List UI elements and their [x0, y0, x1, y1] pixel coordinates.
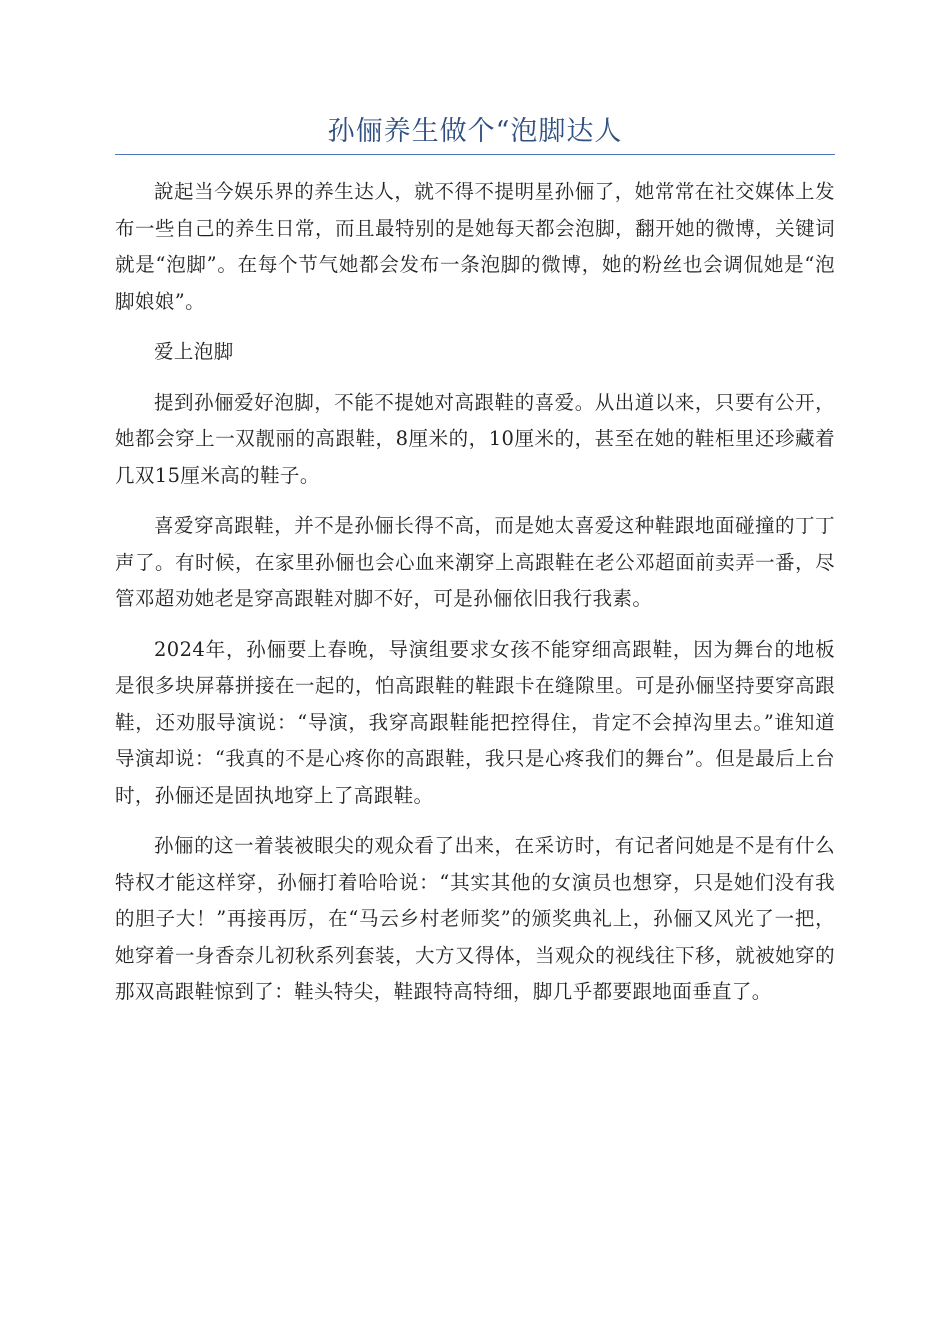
document-body — [115, 174, 835, 1025]
paragraph-love-heels: 喜爱穿高跟鞋，并不是孙俪长得不高，而是她太喜爱这种鞋跟地面碰撞的丁丁声了。有时候，在家里孙俪也会心血来潮穿上高跟鞋在老公邓超面前卖弄一番，尽管邓超劝她老是穿高跟鞋对脚不好，可是孙俪依旧我行我素。 — [115, 514, 835, 610]
paragraph-interview: 孙俪的这一着装被眼尖的观众看了出来，在采访时，有记者问她是不是有什么特权才能这样穿，孙俪打着哈哈说：“其实其他的女演员也想穿，只是她们没有我的胆子大！”再接再厉，在“马云乡村老师奖”的颁奖典礼上，孙俪又风光了一把，她穿着一身香奈儿初秋系列套装，大方又得体，当观众的视线往下移，就被她穿的那双高跟鞋惊到了：鞋头特尖，鞋跟特高特细，脚几乎都要跟地面垂直了。 — [115, 834, 835, 1003]
paragraph-spring-gala: 2024年，孙俪要上春晚，导演组要求女孩不能穿细高跟鞋，因为舞台的地板是很多块屏幕拼接在一起的，怕高跟鞋的鞋跟卡在缝隙里。可是孙俪坚持要穿高跟鞋，还劝服导演说：“导演，我穿高跟鞋能把控得住，肯定不会掉沟里去。”谁知道导演却说：“我真的不是心疼你的高跟鞋，我只是心疼我们的舞台”。但是最后上台时，孙俪还是固执地穿上了高跟鞋。 — [115, 637, 835, 807]
title-underline — [115, 154, 835, 155]
section-heading: 爱上泡脚 — [154, 340, 234, 363]
paragraph-high-heels: 提到孙俪爱好泡脚，不能不提她对高跟鞋的喜爱。从出道以来，只要有公开，她都会穿上一双靓丽的高跟鞋，8厘米的，10厘米的，甚至在她的鞋柜里还珍藏着几双15厘米高的鞋子。 — [115, 390, 835, 487]
paragraph-intro: 說起当今娱乐界的养生达人，就不得不提明星孙俪了，她常常在社交媒体上发布一些自己的养生日常，而且最特别的是她每天都会泡脚，翻开她的微博，关键词就是“泡脚”。在每个节气她都会发布一条泡脚的微博，她的粉丝也会调侃她是“泡脚娘娘”。 — [115, 180, 835, 313]
document-title: 孙俪养生做个“泡脚达人 — [327, 116, 623, 147]
